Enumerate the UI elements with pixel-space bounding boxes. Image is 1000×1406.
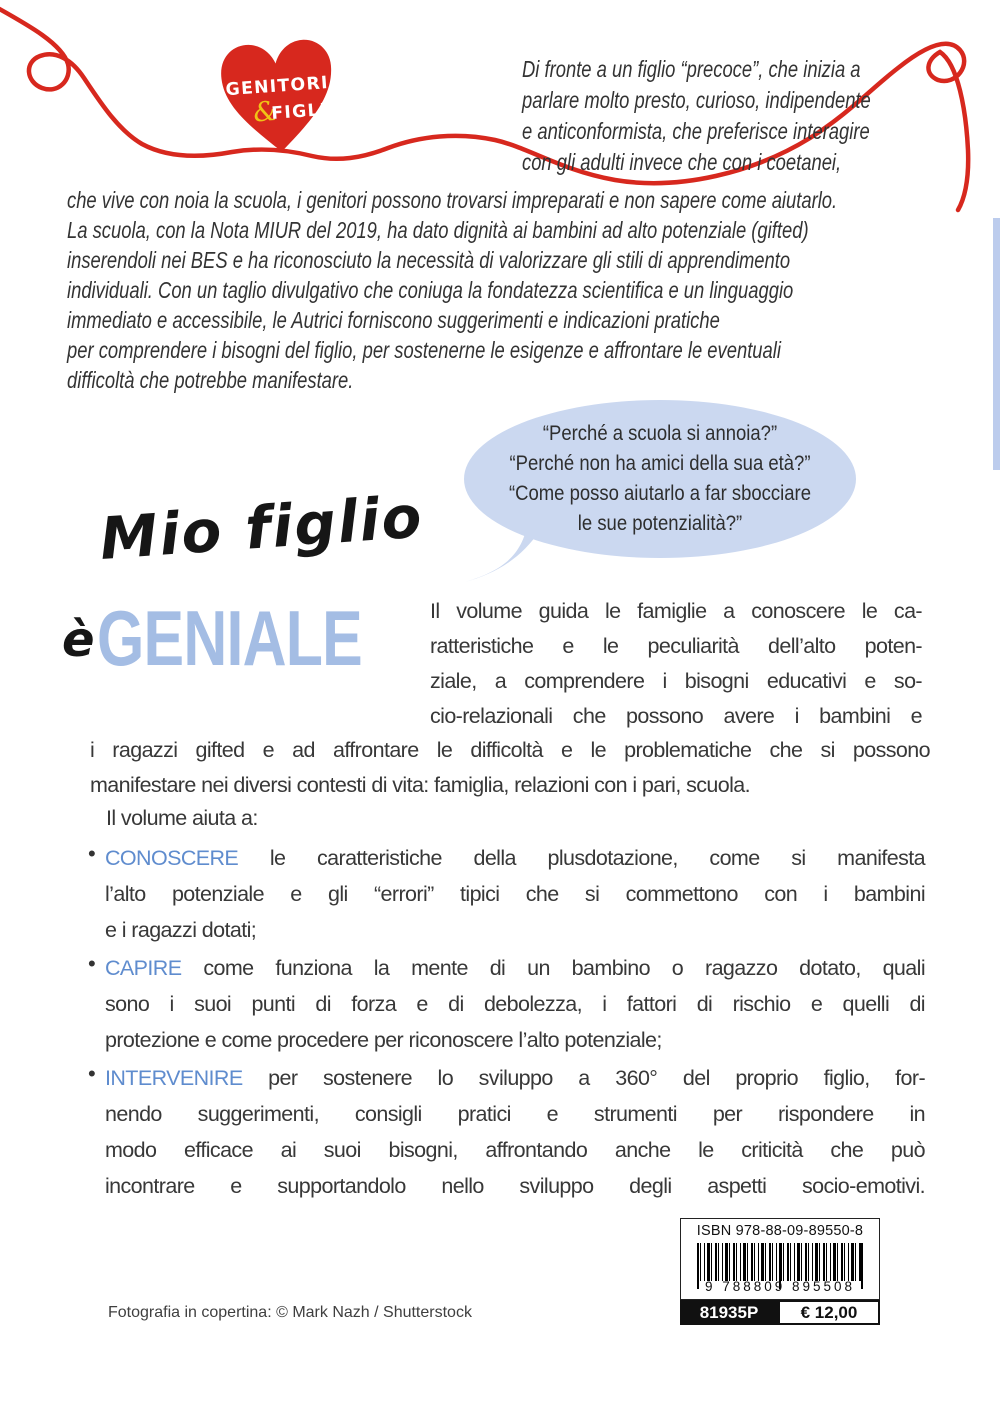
bullet-item-conoscere [88,840,925,948]
body-right-line: ratteristiche e le peculiarità dell’alto poten- [430,634,922,658]
bullet-line: INTERVENIRE per sostenere lo sviluppo a 360° del proprio figlio, for- [105,1066,926,1090]
bullet-keyword: CAPIRE [105,956,182,980]
bullet-keyword: INTERVENIRE [105,1066,243,1090]
title-prefix: è [62,612,95,668]
bubble-line: “Come posso aiutarlo a far sbocciare [508,482,811,505]
intro-main-line: immediato e accessibile, le Autrici forniscono suggerimenti e indicazioni pratiche [67,307,720,333]
body-right-line: Il volume guida le famiglie a conoscere le ca- [430,599,922,623]
bullet-dot-icon: • [88,1061,96,1086]
intro-right-line: con gli adulti invece che con i coetanei, [522,149,842,175]
intro-main-line: individuali. Con un taglio divulgativo che coniuga la fondatezza scientifica e un linguaggio [67,277,794,303]
bullet-item-capire [88,950,925,1058]
body-lead-in: Il volume aiuta a: [106,806,258,830]
bullet-item-intervenire [88,1060,925,1204]
bullet-line: l’alto potenziale e gli “errori” tipici che si commettono con i bambini [105,882,925,906]
speech-bubble [460,400,860,585]
logo-text-genitori: GENITORI [225,73,330,101]
book-title-script: Mio figlio [97,482,426,573]
isbn-label: ISBN 978-88-09-89550-8 [696,1223,864,1239]
bullet-line: CONOSCERE le caratteristiche della plusdotazione, come si manifesta [105,846,925,870]
bullet-line: CAPIRE come funziona la mente di un bambino o ragazzo dotato, quali [105,956,925,980]
book-title-accent [62,594,436,682]
isbn-block [680,1218,880,1325]
intro-main-line: difficoltà che potrebbe manifestare. [67,367,354,393]
brand-heart-logo [214,28,342,168]
price-badge: € 12,00 [778,1300,880,1325]
intro-right-line: e anticonformista, che preferisce interagire [522,118,870,144]
bubble-line: le sue potenzialità?” [577,512,743,535]
logo-text-figli: FIGLI [270,100,329,124]
bullet-dot-icon: • [88,951,96,976]
logo-ampersand: & [252,95,279,129]
intro-paragraph-main [67,185,977,395]
body-paragraph-main [90,733,930,803]
title-accent-word: GENIALE [96,594,362,682]
bullet-keyword: CONOSCERE [105,846,239,870]
intro-main-line: per comprendere i bisogni del figlio, per sostenerne le esigenze e affrontare le eventuali [67,337,781,363]
bubble-line: “Perché non ha amici della sua età?” [509,452,811,475]
product-code-badge: 81935P [680,1300,778,1325]
bubble-line: “Perché a scuola si annoia?” [542,422,778,445]
intro-main-line: La scuola, con la Nota MIUR del 2019, ha dato dignità ai bambini ad alto potenziale (gifted) [67,217,809,243]
body-main-line: manifestare nei diversi contesti di vita: famiglia, relazioni con i pari, scuola. [90,773,751,797]
barcode-digits: 9 788809 895508 [704,1279,856,1294]
bullet-line: modo efficace ai suoi bisogni, affrontando anche le criticità che può [105,1138,925,1162]
bullet-line: sono i suoi punti di forza e di debolezza, i fattori di rischio e quelli di [105,992,925,1016]
body-right-line: ziale, a comprendere i bisogni educativi e so- [430,669,922,693]
cover-photo-credit: Fotografia in copertina: © Mark Nazh / Shutterstock [108,1304,472,1321]
body-main-line: i ragazzi gifted e ad affrontare le difficoltà e le problematiche che si possono [90,738,930,762]
side-accent-strip [993,218,1000,470]
bullet-line: e i ragazzi dotati; [105,918,257,942]
bullet-line: protezione e come procedere per riconoscere l’alto potenziale; [105,1028,662,1052]
intro-main-line: che vive con noia la scuola, i genitori possono trovarsi impreparati e non sapere come aiutarlo. [67,187,838,213]
body-paragraph-right [430,594,922,734]
intro-paragraph-right [522,54,982,178]
bullet-line: nendo suggerimenti, consigli pratici e strumenti per rispondere in [105,1102,925,1126]
intro-right-line: Di fronte a un figlio “precoce”, che inizia a [522,56,861,82]
bullet-dot-icon: • [88,841,96,866]
intro-main-line: inserendoli nei BES e ha riconosciuto la necessità di valorizzare gli stili di apprendimento [67,247,791,273]
bullet-line: incontrare e supportandolo nello sviluppo degli aspetti socio-emotivi. [105,1174,925,1198]
intro-right-line: parlare molto presto, curioso, indipendente [522,87,871,113]
body-right-line: cio-relazionali che possono avere i bambini e [430,704,922,728]
